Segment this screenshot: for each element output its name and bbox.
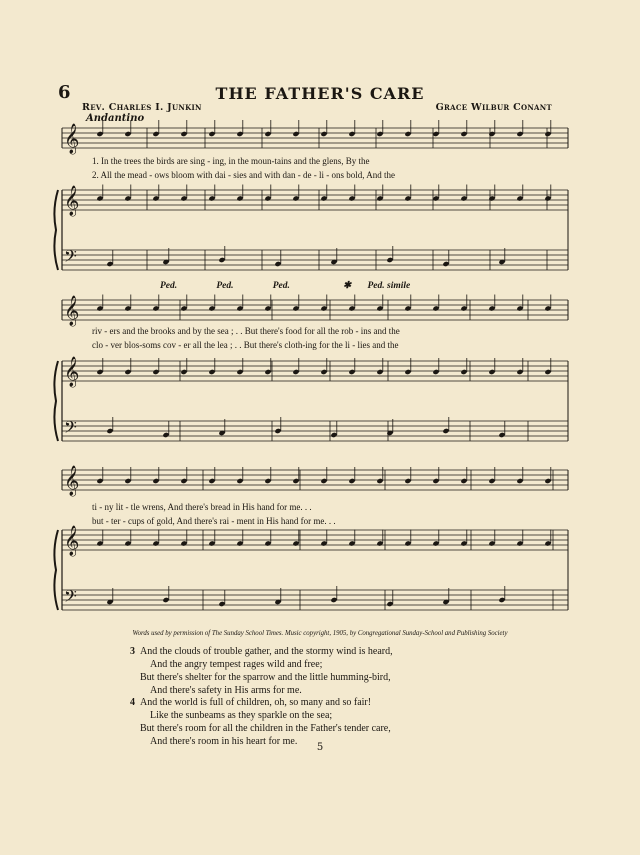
- svg-text:𝄢: 𝄢: [64, 417, 77, 441]
- pedal-mark: Ped.: [272, 281, 290, 291]
- stanza-3: [130, 645, 393, 697]
- system2-verse2-lyrics: clo - ver blos-soms cov - er all the lea ; . . But there's cloth-ing for the li - lies and the: [92, 340, 399, 350]
- lyricist-credit: Rev. Charles I. Junkin: [82, 102, 202, 113]
- pedal-release-mark: ✱: [343, 281, 352, 291]
- stanza-line: And there's safety in His arms for me.: [150, 685, 302, 696]
- stanza-line: But there's shelter for the sparrow and the little humming-bird,: [140, 672, 391, 683]
- stanza-line: And the world is full of children, oh, so many and so fair!: [140, 697, 372, 708]
- stanza-4: [130, 696, 391, 748]
- svg-text:𝄞: 𝄞: [64, 186, 80, 216]
- stanza-line: But there's room for all the children in the Father's tender care,: [140, 723, 391, 734]
- song-title: THE FATHER'S CARE: [215, 84, 425, 103]
- stanza-line: And there's room in his heart for me.: [150, 736, 298, 747]
- system3-verse2-lyrics: but - ter - cups of gold, And there's rai - ment in His hand for me. . .: [92, 516, 336, 526]
- page-number: 6: [58, 82, 71, 103]
- stanza-line: And the clouds of trouble gather, and the stormy wind is heard,: [140, 646, 393, 657]
- svg-text:𝄢: 𝄢: [64, 246, 77, 270]
- svg-text:𝄢: 𝄢: [64, 586, 77, 610]
- svg-text:𝄞: 𝄞: [64, 466, 80, 496]
- pedal-mark: Ped.: [160, 281, 178, 291]
- footer-page-number: 5: [316, 742, 324, 753]
- stanza-line: And the angry tempest rages wild and free;: [150, 659, 323, 670]
- system1-verse2-lyrics: 2. All the mead - ows bloom with dai - sies and with dan - de - li - ons bold, And the: [92, 170, 395, 180]
- system2-verse1-lyrics: riv - ers and the brooks and by the sea ; . . But there's food for all the rob - ins and the: [92, 326, 400, 336]
- tempo-marking: Andantino: [86, 113, 145, 124]
- stanza-number: 3: [130, 646, 135, 657]
- svg-text:𝄞: 𝄞: [64, 296, 80, 326]
- copyright-permission: Words used by permission of The Sunday School Times. Music copyright, 1905, by Congregational Sunday-School and Publishing Society: [132, 630, 508, 637]
- pedal-markings: [160, 280, 410, 291]
- pedal-mark: Ped. simile: [367, 281, 411, 291]
- pedal-mark: Ped.: [216, 281, 234, 291]
- composer-credit: Grace Wilbur Conant: [435, 102, 552, 113]
- svg-text:𝄞: 𝄞: [64, 357, 80, 387]
- svg-text:𝄞: 𝄞: [64, 526, 80, 556]
- system1-verse1-lyrics: 1. In the trees the birds are sing - ing, in the moun-tains and the glens, By the: [92, 156, 370, 166]
- system3-verse1-lyrics: ti - ny lit - tle wrens, And there's bread in His hand for me. . .: [92, 502, 312, 512]
- stanza-number: 4: [130, 697, 135, 708]
- stanza-line: Like the sunbeams as they sparkle on the sea;: [150, 710, 333, 721]
- svg-text:𝄞: 𝄞: [64, 124, 80, 154]
